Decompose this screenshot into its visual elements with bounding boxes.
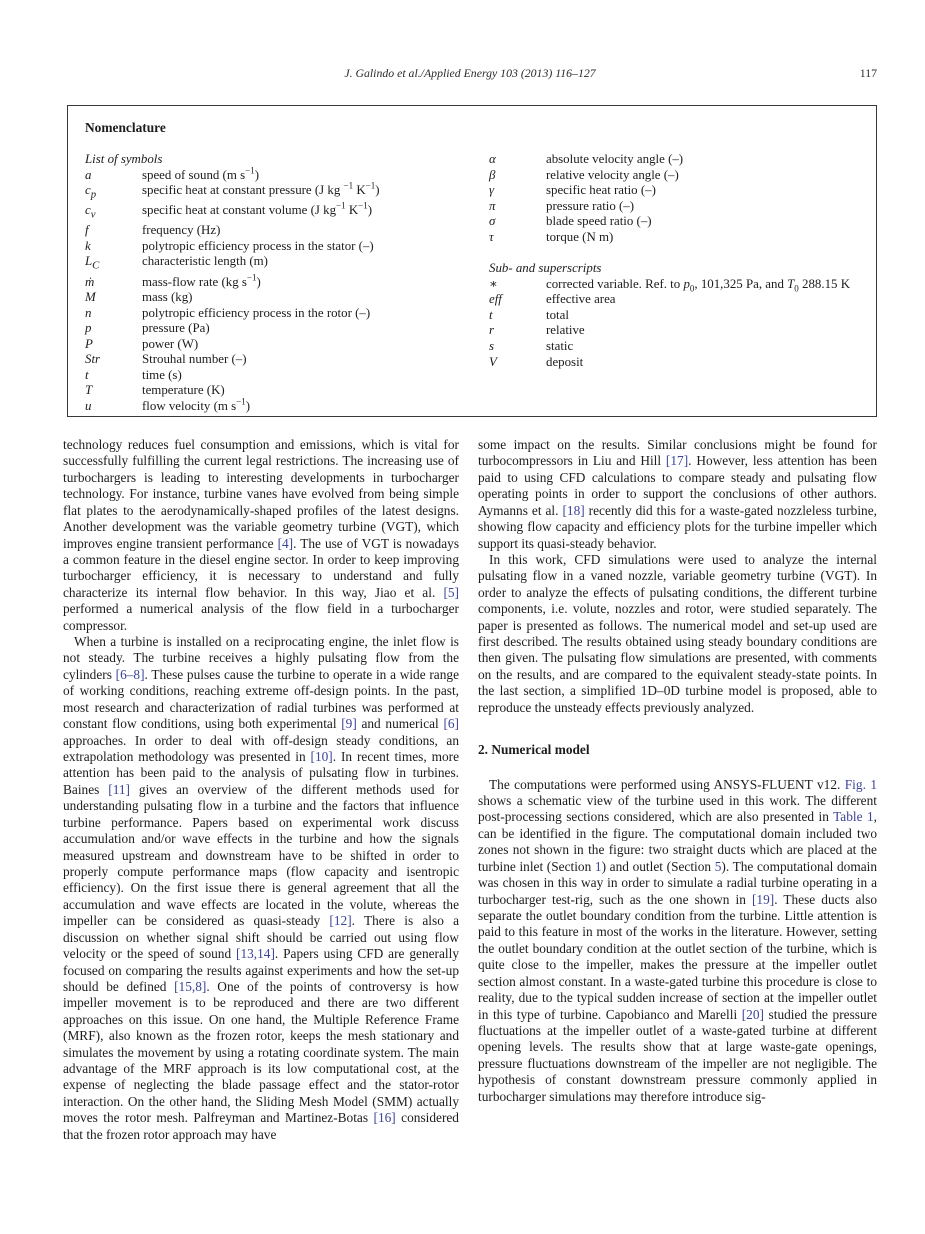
symbol: ∗ [489, 276, 498, 291]
symbol-definition: torque (N m) [546, 229, 614, 244]
symbol-row [489, 152, 860, 168]
citation-link[interactable]: [6] [443, 716, 459, 732]
symbol-row [85, 200, 489, 223]
symbol-definition: polytropic efficiency process in the stator (–) [142, 238, 374, 253]
symbol-definition: deposit [546, 354, 584, 369]
symbol-definition: frequency (Hz) [142, 223, 221, 238]
citation-link[interactable]: 5 [714, 858, 722, 874]
symbol-row [85, 254, 489, 274]
body-left-column [63, 437, 459, 1143]
citation-link[interactable]: 1 [594, 858, 602, 874]
page-header [63, 66, 877, 84]
symbol-definition: specific heat ratio (–) [546, 183, 656, 198]
citation-link[interactable]: [12] [329, 913, 352, 929]
symbol: π [489, 198, 496, 213]
symbol-definition: power (W) [142, 336, 199, 351]
citation-link[interactable]: Table 1 [833, 809, 874, 825]
citation-link[interactable]: [13,14] [236, 946, 275, 962]
symbol-definition: blade speed ratio (–) [546, 214, 652, 229]
symbol-definition: mass-flow rate (kg $s^{-1}$) [142, 272, 261, 289]
symbol: t [489, 307, 493, 322]
citation-link[interactable]: [16] [373, 1110, 396, 1126]
running-head-citation: J. Galindo et al./Applied Energy 103 (2013) 116–127 [344, 66, 596, 80]
symbol-definition: mass (kg) [142, 290, 193, 305]
symbol: P [85, 336, 93, 351]
symbol-row [489, 323, 860, 339]
citation-link[interactable]: [10] [310, 749, 333, 765]
symbol-definition: effective area [546, 292, 616, 307]
greek-symbols-list [489, 152, 860, 245]
symbol-row [489, 308, 860, 324]
symbol: $c_p$ [85, 183, 97, 201]
symbol: Str [85, 352, 101, 367]
citation-link[interactable]: [15,8] [174, 978, 207, 994]
citation-link[interactable]: Fig. 1 [844, 776, 877, 792]
citation-link[interactable]: [18] [562, 502, 585, 518]
symbol-definition: total [546, 307, 569, 322]
symbol: r [489, 323, 495, 338]
symbol: ṁ [85, 274, 95, 289]
symbol-row [85, 306, 489, 322]
symbol-row [489, 183, 860, 199]
symbol: V [489, 354, 497, 369]
symbol-definition: flow velocity (m $s^{-1}$) [142, 396, 251, 413]
symbol: p [85, 321, 92, 336]
symbol-row [489, 199, 860, 215]
symbol-row [85, 165, 489, 184]
symbol-row [489, 230, 860, 246]
symbol-definition: static [546, 339, 574, 354]
symbol-definition: absolute velocity angle (–) [546, 152, 684, 166]
symbols-list [85, 165, 489, 415]
body-right-column [478, 437, 877, 1105]
citation-link[interactable]: [11] [108, 781, 130, 797]
citation-link[interactable]: [9] [341, 716, 357, 732]
symbol-row [85, 272, 489, 291]
symbol-row [85, 239, 489, 255]
symbol-row [489, 339, 860, 355]
symbol: $L_C$ [85, 254, 100, 273]
symbol-definition: corrected variable. Ref. to $p_0$, 101,325 Pa, and $T_0$ 288.15 K [546, 276, 851, 294]
symbol-row [85, 352, 489, 368]
paragraph: In this work, CFD simulations were used to analyze the internal pulsating flow in a vaned nozzle, variable geometry turbine (VGT). In order to analyze the effects of pulsating conditions, the different turbine components, i.e. volute, nozzles and rotor, were studied separately. The paper is presented as follows. The numerical model and set-up used are first described. The results obtained using steady boundary conditions are then given. The pulsating flow simulations are presented, with comments on the results, and are compared to the equivalent steady-state points. In the last section, a simplified 1D–0D turbine model is proposed, able to reproduce the unsteady effects previously analyzed. [478, 551, 877, 715]
symbol-row [85, 396, 489, 415]
nomenclature-box [67, 105, 877, 417]
symbol-definition: polytropic efficiency process in the rotor (–) [142, 305, 371, 320]
symbol: τ [489, 229, 494, 244]
symbol-row [489, 214, 860, 230]
symbol-definition: pressure ratio (–) [546, 198, 635, 213]
symbol: eff [489, 292, 502, 307]
subscripts-heading: Sub- and superscripts [489, 261, 602, 276]
citation-link[interactable]: [17] [665, 453, 689, 469]
symbol: n [85, 305, 92, 320]
symbol-definition: Strouhal number (–) [142, 352, 247, 367]
symbol: s [489, 339, 495, 354]
citation-link[interactable]: [5] [443, 584, 459, 600]
symbol-row [489, 292, 860, 308]
nomenclature-title: Nomenclature [85, 120, 166, 135]
symbol-row [489, 355, 860, 371]
symbol: u [85, 398, 92, 413]
nomenclature-columns [85, 152, 860, 414]
symbol-definition: relative velocity angle (–) [546, 167, 679, 182]
symbol-row [85, 368, 489, 384]
symbol-row [489, 168, 860, 184]
symbol-row [85, 321, 489, 337]
citation-link[interactable]: [19] [751, 891, 775, 907]
symbol: t [85, 367, 89, 382]
symbol: σ [489, 214, 496, 229]
symbols-heading: List of symbols [85, 152, 163, 166]
symbol-row [85, 383, 489, 399]
symbol: α [489, 152, 496, 166]
symbol-definition: speed of sound (m $s^{-1}$) [142, 165, 259, 182]
symbol: a [85, 167, 92, 182]
symbol-definition: characteristic length (m) [142, 254, 268, 269]
citation-link[interactable]: [6–8] [115, 666, 145, 682]
nomenclature-left-column [85, 152, 489, 414]
citation-link[interactable]: [4] [277, 535, 294, 551]
nomenclature-right-column [489, 152, 860, 414]
paragraph: some impact on the results. Similar conclusions might be found for turbocompressors in Liu and Hill [17]. However, less attention has been paid to using CFD calculations to compare steady and pulsating flow operating points in order to support the conclusions of other authors. Aymanns et al. [18] recently did this for a waste-gated nozzleless turbine, showing flow capacity and efficiency plots for the turbine impeller which support its quasi-steady behavior. [478, 437, 877, 551]
symbol: T [85, 383, 93, 398]
symbol-definition: specific heat at constant pressure (J kg $^{-1}$ $K^{-1}$) [142, 180, 380, 198]
symbol-row [85, 223, 489, 239]
subscripts-list [489, 277, 860, 370]
paragraph: technology reduces fuel consumption and emissions, which is vital for successfully fulfilling the current legal restrictions. The increasing use of turbochargers is leading to interesting developments in turbocharger technology. For instance, turbine vanes have evolved from being simple flat plates to the aerodynamically-shaped profiles of the latest designs. Another development was the variable geometry turbine (VGT), which improves engine transient performance [4]. The use of VGT is nowadays a common feature in the diesel engine sector. In order to keep improving turbocharger efficiency, it is necessary to understand and fully characterize its internal flow behavior. In this way, Jiao et al. [5] performed a numerical analysis of the flow field in a turbocharger compressor. [63, 437, 460, 633]
citation-link[interactable]: [20] [741, 1006, 764, 1022]
page-number: 117 [859, 66, 877, 80]
symbol-row [85, 180, 489, 203]
symbol: $c_v$ [85, 203, 96, 221]
section-paragraphs [478, 777, 877, 1105]
symbol-definition: relative [546, 323, 585, 338]
symbol: γ [489, 183, 495, 198]
symbol-definition: time (s) [142, 367, 182, 382]
symbol: k [85, 238, 91, 253]
symbol: M [85, 290, 96, 305]
left-column-paragraphs [63, 437, 459, 1143]
right-column-paragraphs [478, 437, 877, 716]
section-heading: 2. Numerical model [478, 742, 590, 758]
symbol: f [85, 223, 89, 238]
symbol-definition: temperature (K) [142, 383, 225, 398]
paragraph: When a turbine is installed on a reciprocating engine, the inlet flow is not steady. The turbine receives a highly pulsating flow from the cylinders [6–8]. These pulses cause the turbine to operate in a wide range of working conditions, reaching extreme off-design points. In the past, most research and characterization of radial turbines was performed at constant flow conditions, using both experimental [9] and numerical [6] approaches. In order to deal with off-design steady conditions, an extrapolation methodology was presented in [10]. In recent times, more attention has been paid to the analysis of pulsating flow in turbines. Baines [11] gives an overview of the different methods used for understanding pulsating flow in a turbine and the factors that influence turbine performance. Papers based on experimental work discuss accumulation and/or wave effects in the turbine and how the signals measured upstream and downstream have to be shifted in order to properly compute performance maps (flow capacity and isentropic efficiency). On the first issue there is general agreement that all the accumulation and wave effects are located in the volute, whereas the impeller can be considered as quasi-steady [12]. There is also a discussion on whether signal shift should be carried out using flow velocity or the speed of sound [13,14]. Papers using CFD are generally focused on comparing the results against experiments and how the set-up should be defined [15,8]. One of the points of controversy is how impeller movement is to be reproduced and there are two different approaches on this issue. On one hand, the Multiple Reference Frame (MRF), also known as the frozen rotor, keeps the mesh stationary and simulates the movement by using a rotating coordinate system. The main advantage of the MRF approach is its low computational cost, at the expense of neglecting the blade passage effect and the stator-rotor interaction. On the other hand, the Sliding Mesh Model (SMM) actually moves the rotor mesh. Palfreyman and Martinez-Botas [16] considered that the frozen rotor approach may have [63, 634, 460, 1142]
symbol-row [489, 277, 860, 293]
symbol: β [489, 167, 496, 182]
symbol-definition: pressure (Pa) [142, 321, 210, 336]
paragraph: The computations were performed using ANSYS-FLUENT v12. Fig. 1 shows a schematic view of the turbine used in this work. The different post-processing sections considered, which are also presented in Table 1, can be identified in the figure. The computational domain included two zones not shown in the figure: two straight ducts which are placed at the turbine inlet (Section 1) and outlet (Section 5). The computational domain was chosen in this way in order to simulate a radial turbine operating in a turbocharger test-rig, such as the one shown in [19]. These ducts also separate the outlet boundary condition from the turbine. Little attention is paid to this feature in most of the works in the literature. However, setting the outlet boundary condition at the outlet section of the turbine, which is quite close to the impeller, makes the pressure at the impeller outlet section almost constant. In a waste-gated turbine this procedure is close to reality, due to the typical sudden increase of section at the impeller outlet in this type of turbine. Capobianco and Marelli [20] studied the pressure fluctuations at the impeller outlet of a waste-gated turbine at different opening levels. The results show that at large waste-gate openings, pressure fluctuations downstream of the impeller are not negligible. The hypothesis of constant downstream pressure commonly applied in turbocharger simulations may therefore introduce sig- [478, 776, 877, 1104]
symbol-definition: specific heat at constant volume (J $kg^{-1}$ $K^{-1}$) [142, 200, 373, 218]
symbol-row [85, 337, 489, 353]
symbol-row [85, 290, 489, 306]
